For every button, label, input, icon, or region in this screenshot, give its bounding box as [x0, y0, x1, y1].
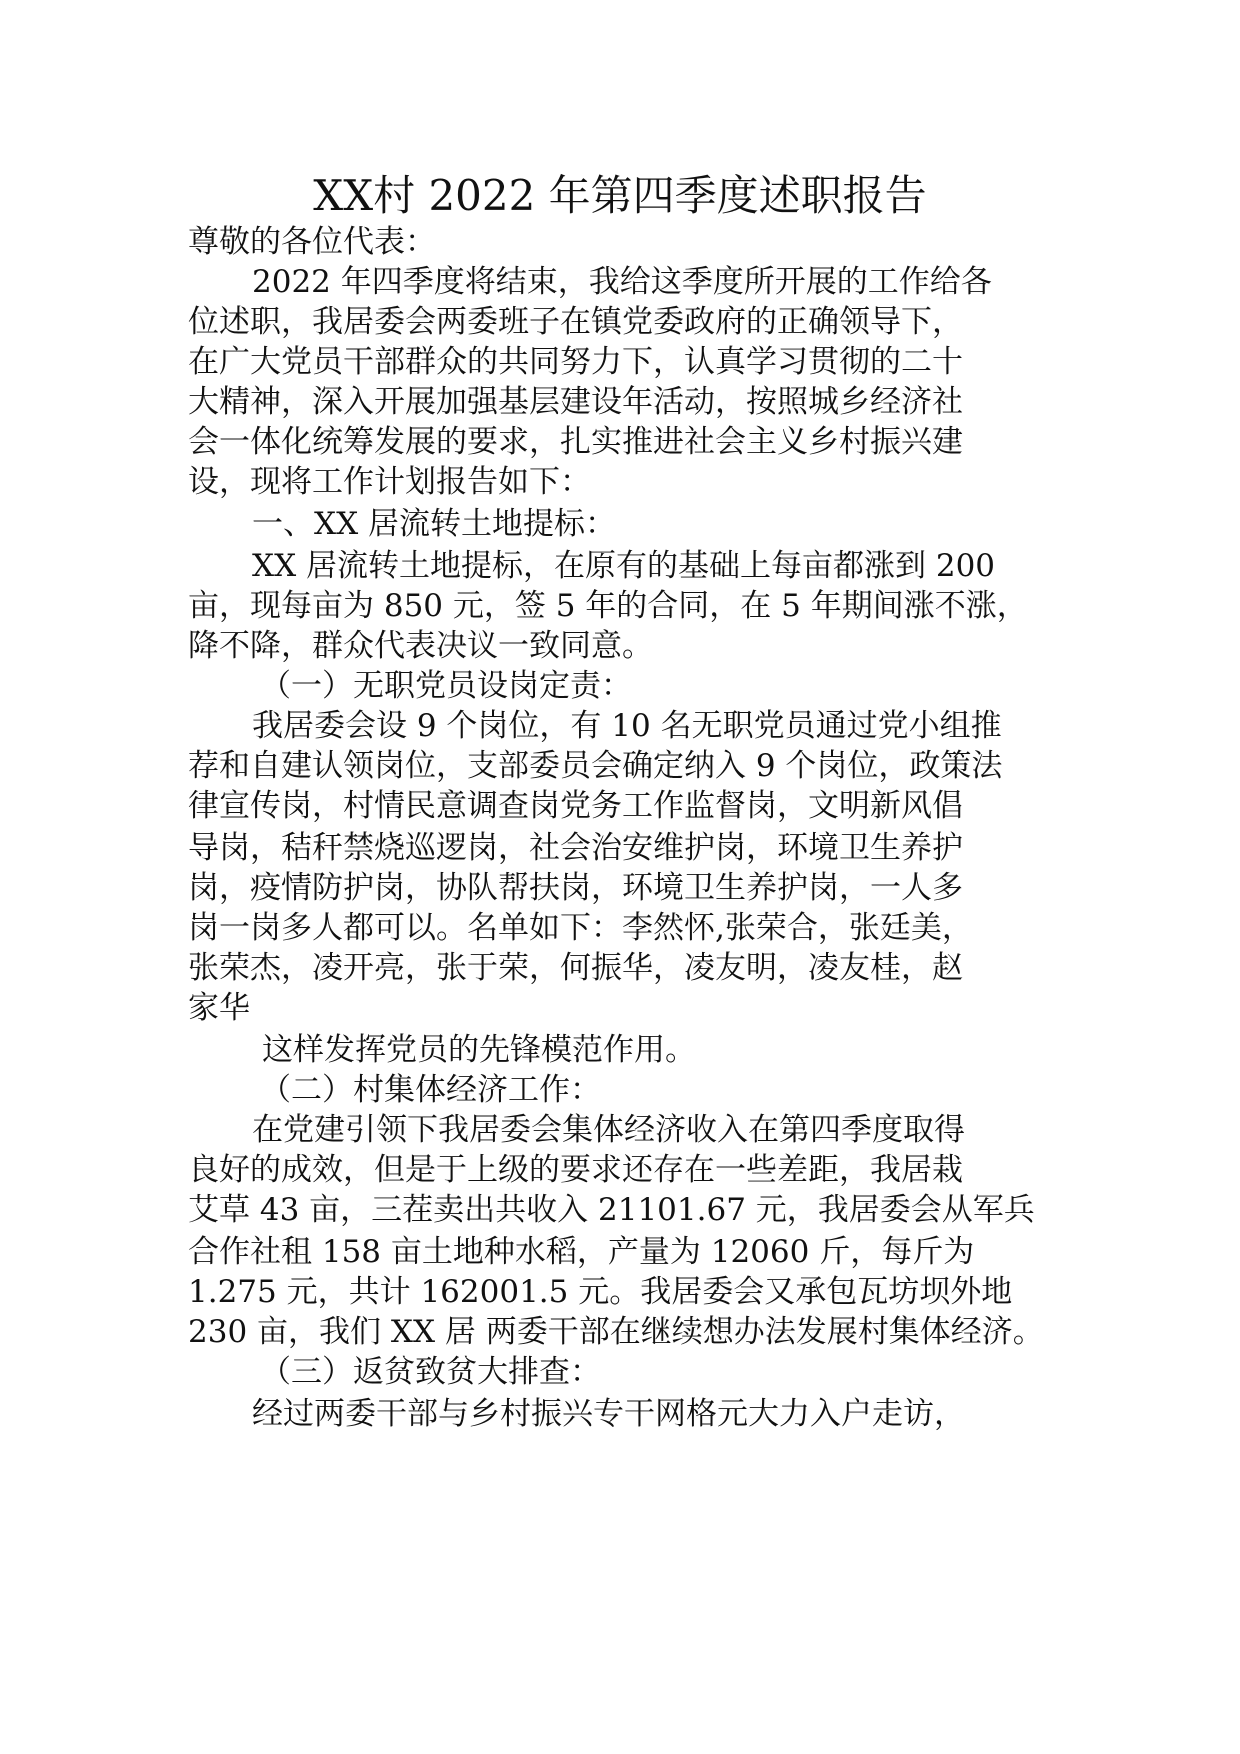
document-title: XX村 2022 年第四季度述职报告 — [313, 171, 927, 220]
paragraph-line: 良好的成效，但是于上级的要求还存在一些差距，我居栽 — [188, 1152, 963, 1188]
paragraph-line: 2022 年四季度将结束，我给这季度所开展的工作给各 — [252, 264, 992, 300]
paragraph-line: 1.275 元，共计 162001.5 元。我居委会又承包瓦坊坝外地 — [188, 1274, 1013, 1310]
paragraph-line: 降不降，群众代表决议一致同意。 — [188, 628, 653, 664]
paragraph-line: 艾草 43 亩，三茬卖出共收入 21101.67 元，我居委会从军兵 — [188, 1192, 1035, 1228]
paragraph-line: 大精神，深入开展加强基层建设年活动，按照城乡经济社 — [188, 384, 963, 420]
section-heading: 一、XX 居流转土地提标： — [252, 506, 616, 542]
paragraph-line: 我居委会设 9 个岗位，有 10 名无职党员通过党小组推 — [252, 708, 1002, 744]
section-heading: （二）村集体经济工作： — [260, 1072, 601, 1108]
paragraph-line: 家华 — [188, 990, 250, 1026]
paragraph-line: 亩，现每亩为 850 元，签 5 年的合同，在 5 年期间涨不涨， — [188, 588, 1028, 624]
paragraph-line: 在党建引领下我居委会集体经济收入在第四季度取得 — [252, 1112, 965, 1148]
paragraph-line: 设，现将工作计划报告如下： — [188, 464, 591, 500]
paragraph-line: 会一体化统筹发展的要求，扎实推进社会主义乡村振兴建 — [188, 424, 963, 460]
paragraph-line: 荐和自建认领岗位，支部委员会确定纳入 9 个岗位，政策法 — [188, 748, 1003, 784]
paragraph-line: XX 居流转土地提标，在原有的基础上每亩都涨到 200 — [252, 548, 996, 584]
paragraph-line: 在广大党员干部群众的共同努力下，认真学习贯彻的二十 — [188, 344, 963, 380]
paragraph-line: 230 亩，我们 XX 居 两委干部在继续想办法发展村集体经济。 — [188, 1314, 1044, 1350]
paragraph-line: 律宣传岗，村情民意调查岗党务工作监督岗，文明新风倡 — [188, 788, 963, 824]
paragraph-line: 岗一岗多人都可以。名单如下：李然怀,张荣合，张廷美， — [188, 910, 973, 946]
salutation: 尊敬的各位代表： — [188, 224, 436, 260]
section-heading: （三）返贫致贫大排查： — [260, 1354, 601, 1390]
paragraph-line: 导岗，秸秆禁烧巡逻岗，社会治安维护岗，环境卫生养护 — [188, 830, 963, 866]
paragraph-line: 岗，疫情防护岗，协队帮扶岗，环境卫生养护岗，一人多 — [188, 870, 963, 906]
paragraph-line: 经过两委干部与乡村振兴专干网格元大力入户走访， — [252, 1396, 965, 1432]
paragraph-line: 这样发挥党员的先锋模范作用。 — [262, 1032, 696, 1068]
section-heading: （一）无职党员设岗定责： — [260, 668, 632, 704]
paragraph-line: 合作社租 158 亩土地种水稻，产量为 12060 斤，每斤为 — [188, 1234, 975, 1270]
paragraph-line: 位述职，我居委会两委班子在镇党委政府的正确领导下， — [188, 304, 963, 340]
paragraph-line: 张荣杰，凌开亮，张于荣，何振华，凌友明，凌友桂，赵 — [188, 950, 963, 986]
